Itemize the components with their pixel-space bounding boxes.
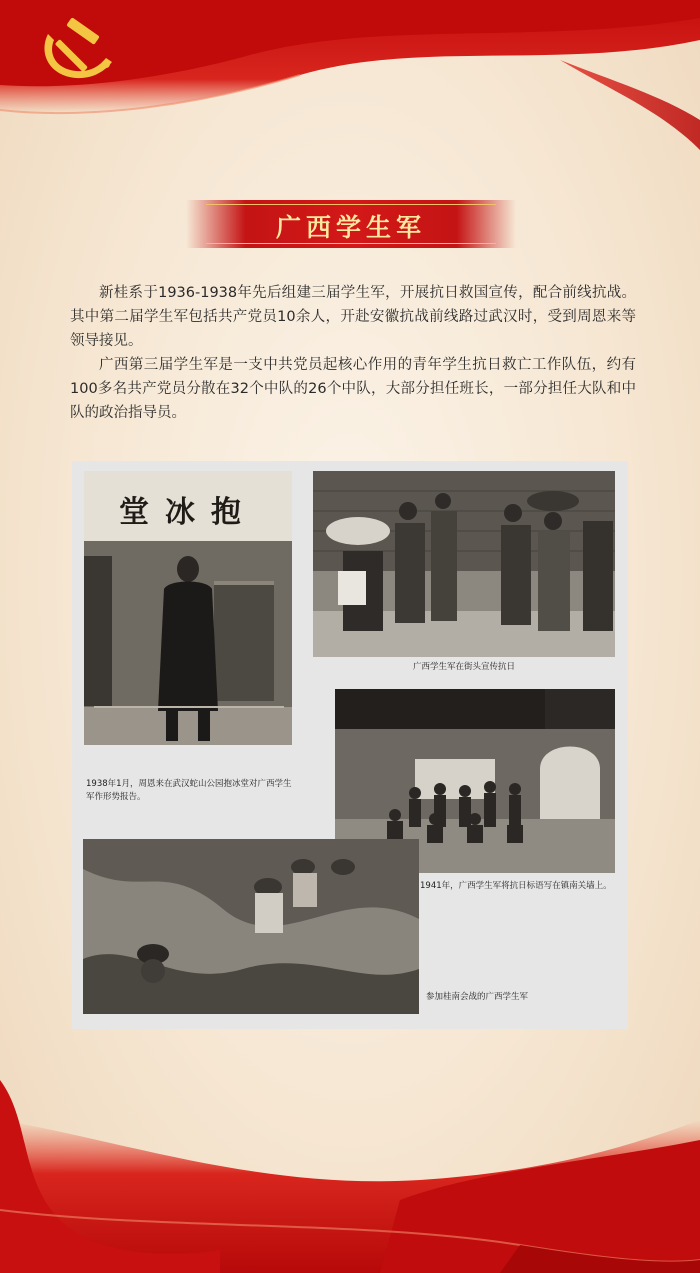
photo-1-caption: 1938年1月，周恩来在武汉蛇山公园抱冰堂对广西学生军作形势报告。 — [86, 779, 292, 802]
banner-top-line — [206, 204, 496, 205]
hammer-sickle-icon — [28, 14, 126, 88]
photo-3-caption: 1941年，广西学生军将抗日标语写在镇南关墙上。 — [420, 881, 612, 891]
banner-bottom-line — [206, 243, 496, 244]
photo-panel — [72, 461, 628, 1029]
photo-1-sign-text: 堂冰抱 — [119, 495, 257, 530]
photo-street-propaganda — [313, 471, 615, 657]
photo-battle-south-guangxi — [83, 839, 419, 1014]
title-banner — [186, 200, 516, 248]
body-text — [70, 281, 636, 425]
photo-4-caption: 参加桂南会战的广西学生军 — [426, 992, 529, 1002]
paragraph-1: 新桂系于1936-1938年先后组建三届学生军，开展抗日救国宣传，配合前线抗战。其中第二届学生军包括共产党员10余人，开赴安徽抗战前线路过武汉时，受到周恩来等领导接见。 — [70, 285, 636, 349]
page-title: 广西学生军 — [275, 213, 426, 242]
bottom-red-ribbon — [0, 1060, 700, 1273]
photo-2-caption: 广西学生军在街头宣传抗日 — [412, 662, 515, 672]
paragraph-2: 广西第三届学生军是一支中共党员起核心作用的青年学生抗日救亡工作队伍，约有100多名共产党员分散在32个中队的26个中队，大部分担任班长，一部分担任大队和中队的政治指导员。 — [70, 357, 636, 421]
